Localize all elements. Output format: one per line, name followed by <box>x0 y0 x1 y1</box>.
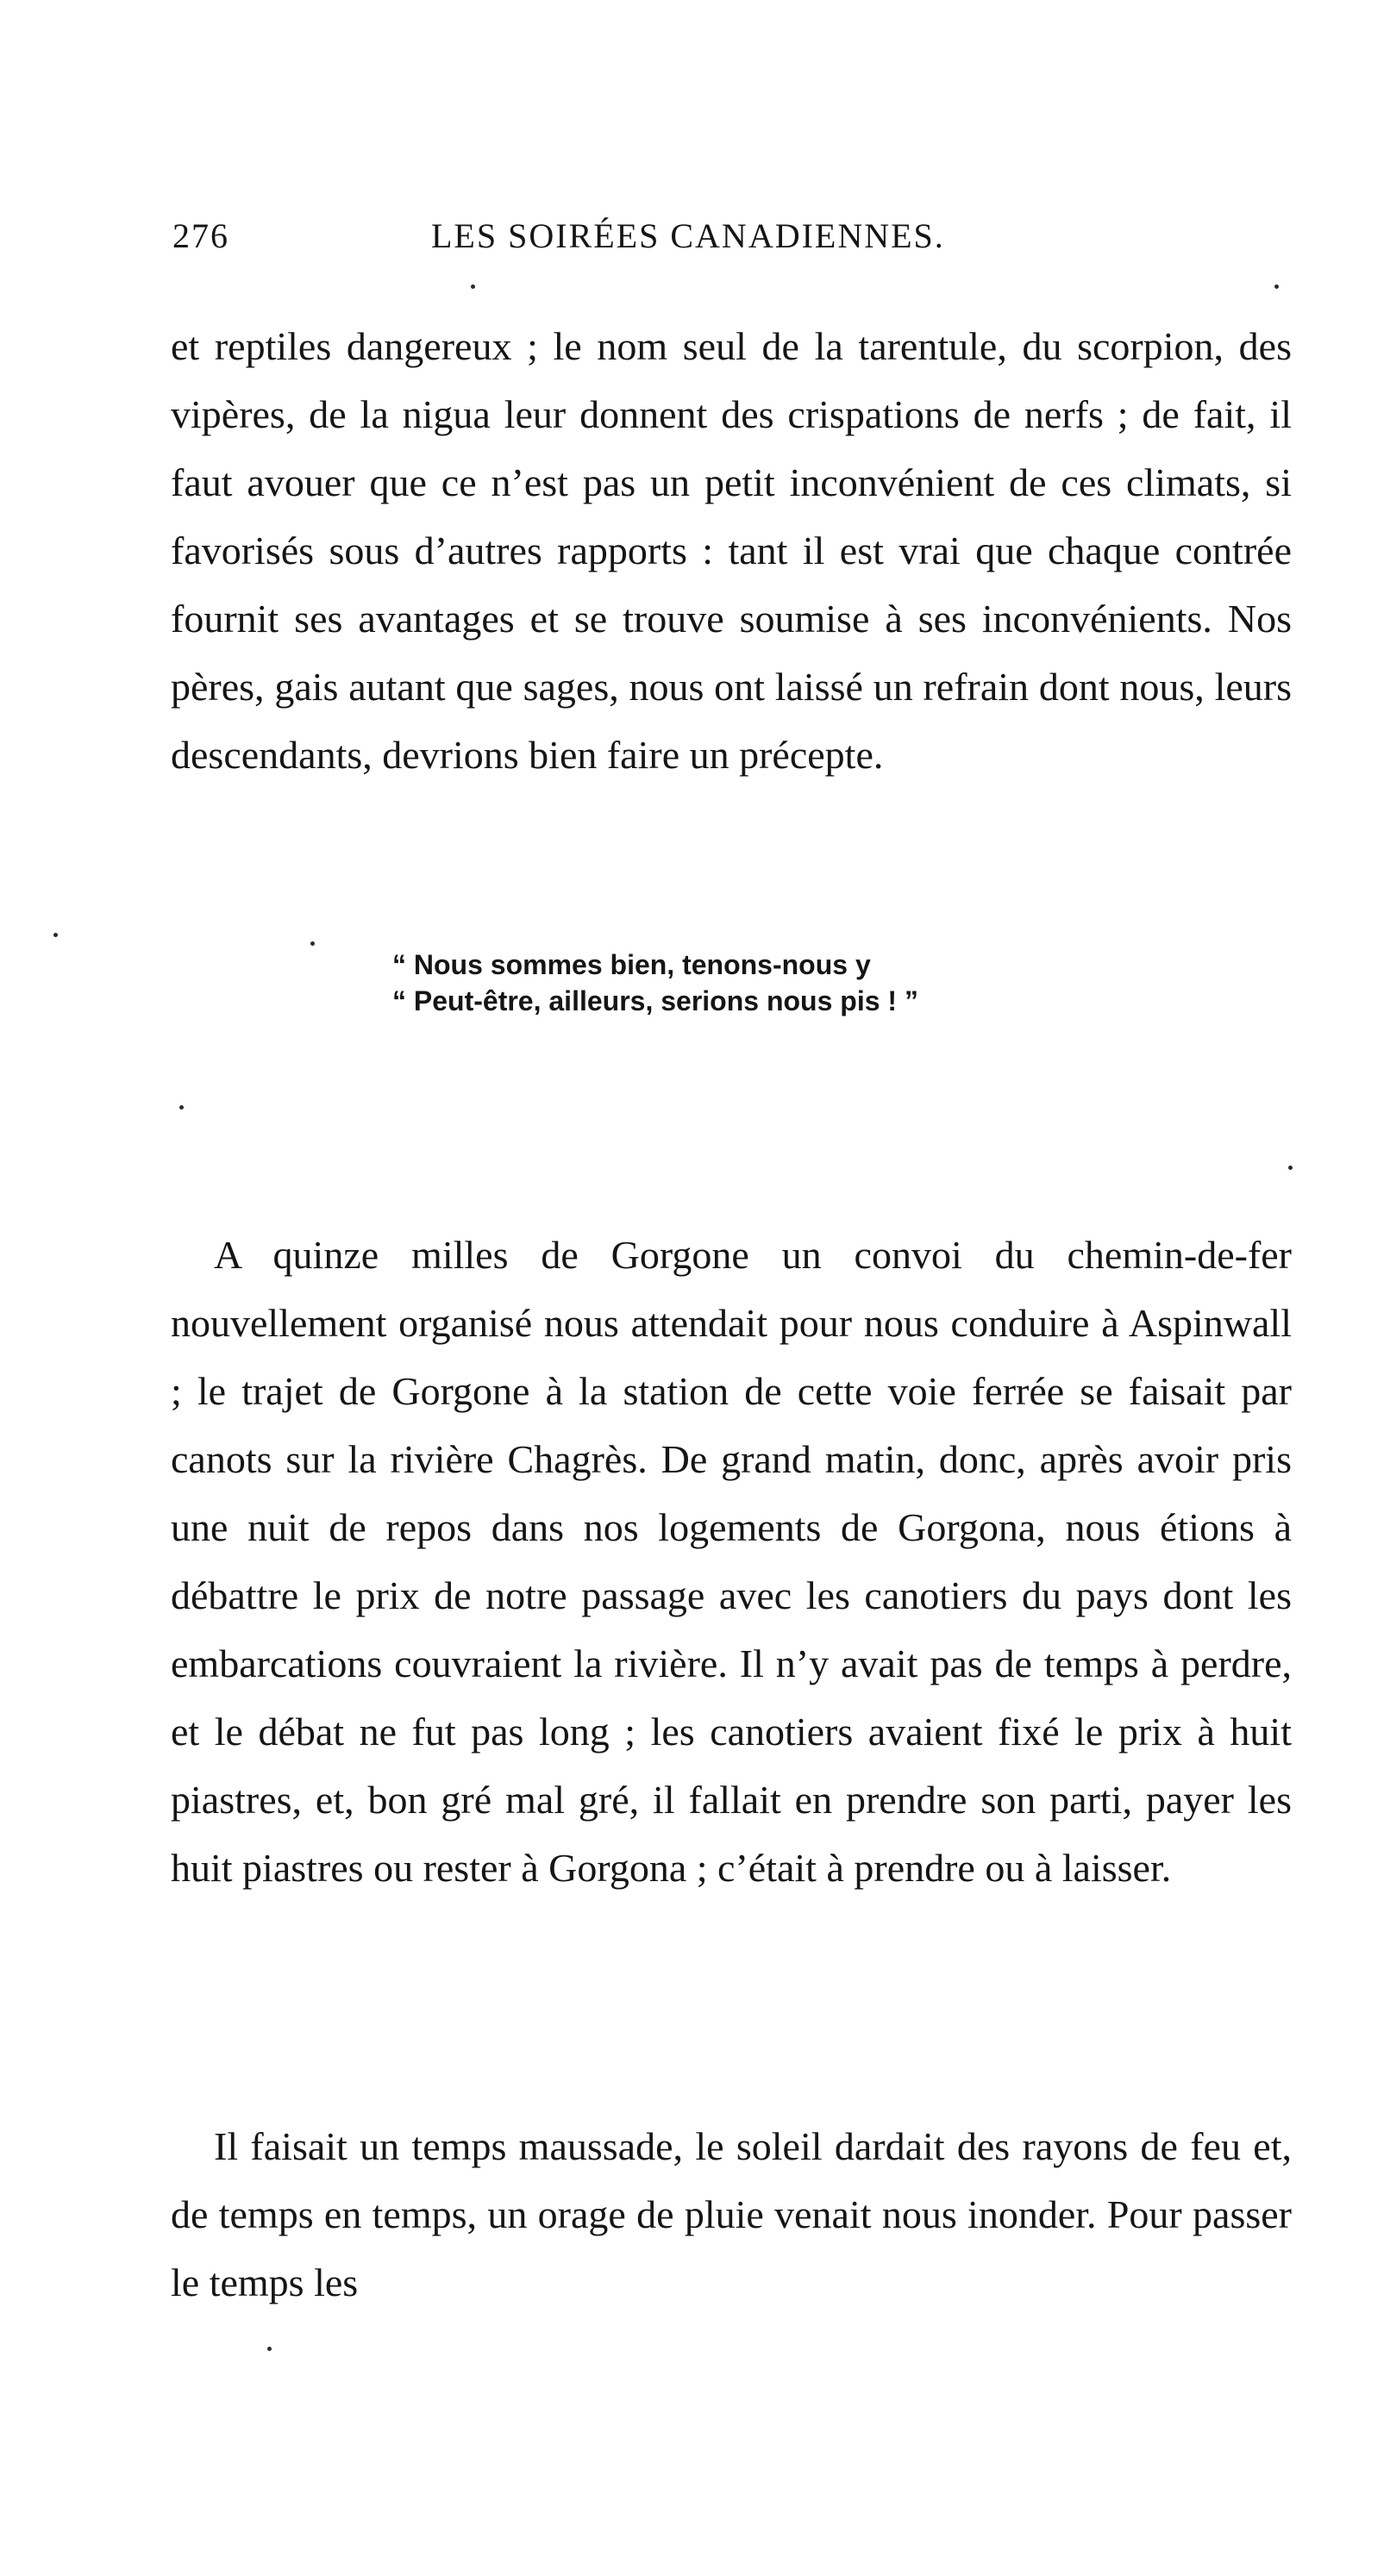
scan-speck <box>310 941 315 946</box>
paragraph-gorgone: A quinze milles de Gorgone un convoi du chemin-de-fer nouvellement organisé nous attendait pour nous conduire à Aspinwall ; le trajet de Gorgone à la station de cette voie ferrée se faisait par canots sur la rivière Chagrès. De grand matin, donc, après avoir pris une nuit de repos dans nos logements de Gorgona, nous étions à débattre le prix de notre passage avec les canotiers du pays dont les embarcations couvraient la rivière. Il n’y avait pas de temps à perdre, et le débat ne fut pas long ; les canotiers avaient fixé le prix à huit piastres, et, bon gré mal gré, il fallait en prendre son parti, payer les huit piastres ou rester à Gorgona ; c’était à prendre ou à laisser. <box>171 1233 1292 1890</box>
paragraph-reptiles: et reptiles dangereux ; le nom seul de la tarentule, du scorpion, des vipères, de la nigua leur donnent des crispations de nerfs ; de fait, il faut avouer que ce n’est pas un petit inconvénient de ces climats, si favorisés sous d’autres rapports : tant il est vrai que chaque contrée fournit ses avantages et se trouve soumise à ses inconvénients. Nos pères, gais autant que sages, nous ont laissé un refrain dont nous, leurs descendants, devrions bien faire un précepte. <box>171 324 1292 777</box>
paragraph-weather: Il faisait un temps maussade, le soleil dardait des rayons de feu et, de temps en temps, un orage de pluie venait nous inonder. Pour passer le temps les <box>171 2124 1292 2304</box>
scan-speck <box>1274 284 1279 289</box>
page-number: 276 <box>172 216 229 255</box>
scan-speck <box>1288 1166 1293 1170</box>
scan-speck <box>471 284 475 289</box>
scan-speck <box>179 1105 184 1110</box>
running-head <box>172 216 1311 267</box>
verse-quote <box>392 947 1168 1019</box>
scan-speck <box>53 933 58 937</box>
verse-line: “ Nous sommes bien, tenons-nous y <box>392 949 871 980</box>
running-title: LES SOIRÉES CANADIENNES. <box>431 216 945 255</box>
verse-line: “ Peut-être, ailleurs, serions nous pis ! ” <box>392 985 918 1016</box>
scan-speck <box>267 2347 272 2351</box>
